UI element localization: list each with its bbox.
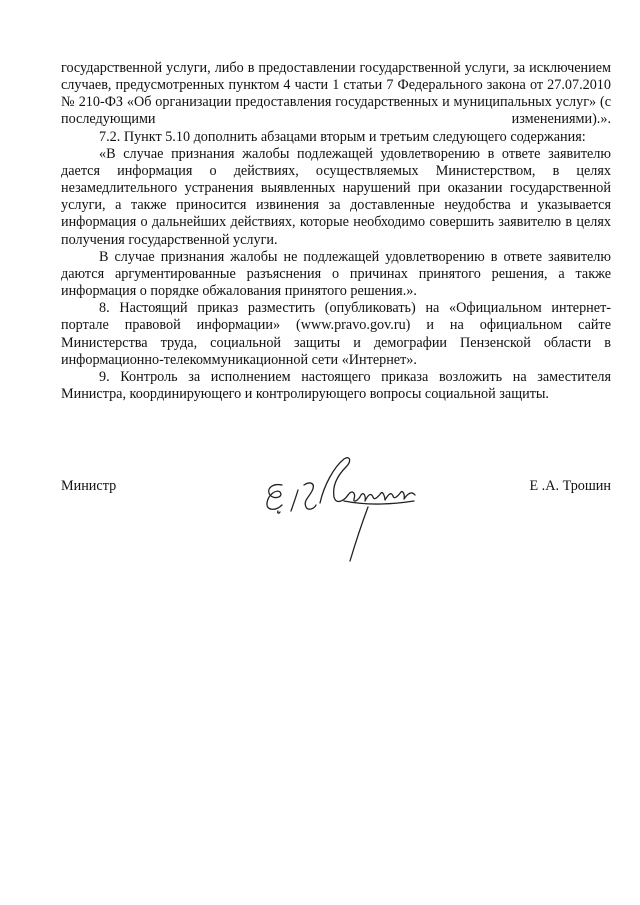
document-body xyxy=(61,60,611,403)
paragraph-7-2: 7.2. Пункт 5.10 дополнить абзацами вторым и третьим следующего содержания: xyxy=(99,128,586,145)
signer-position: Министр xyxy=(61,478,117,494)
handwritten-signature xyxy=(258,445,438,570)
paragraph-9: 9. Контроль за исполнением настоящего приказа возложить на заместителя Министра, координирующего и контролирующего вопросы социальной защиты. xyxy=(61,368,611,402)
paragraph-continuation: государственной услуги, либо в предоставлении государственной услуги, за исключением случаев, предусмотренных пунктом 4 части 1 статьи 7 Федерального закона от 27.07.2010 № 210-ФЗ «Об организации предоставления государственных и муниципальных услуг» (с последующими изменениями).». xyxy=(61,60,611,128)
paragraph-quote-2: В случае признания жалобы не подлежащей удовлетворению в ответе заявителю даются аргументированные разъяснения о причинах принятого решения, а также информация о порядке обжалования принятого решения.». xyxy=(61,248,611,300)
signer-name: Е .А. Трошин xyxy=(529,478,611,494)
paragraph-quote-1: «В случае признания жалобы подлежащей удовлетворению в ответе заявителю дается информация о действиях, осуществляемых Министерством, в целях незамедлительного устранения выявленных нарушений при оказании государственной услуги, а также приносится извинения за доставленные неудобства и указывается информация о дальнейших действиях, которые необходимо совершить заявителю в целях получения государственной услуги. xyxy=(61,145,611,248)
paragraph-8: 8. Настоящий приказ разместить (опубликовать) на «Официальном интернет-портале правовой информации» (www.pravo.gov.ru) и на официальном сайте Министерства труда, социальной защиты и демографии Пензенской области в информационно-телекоммуникационной сети «Интернет». xyxy=(61,300,611,368)
